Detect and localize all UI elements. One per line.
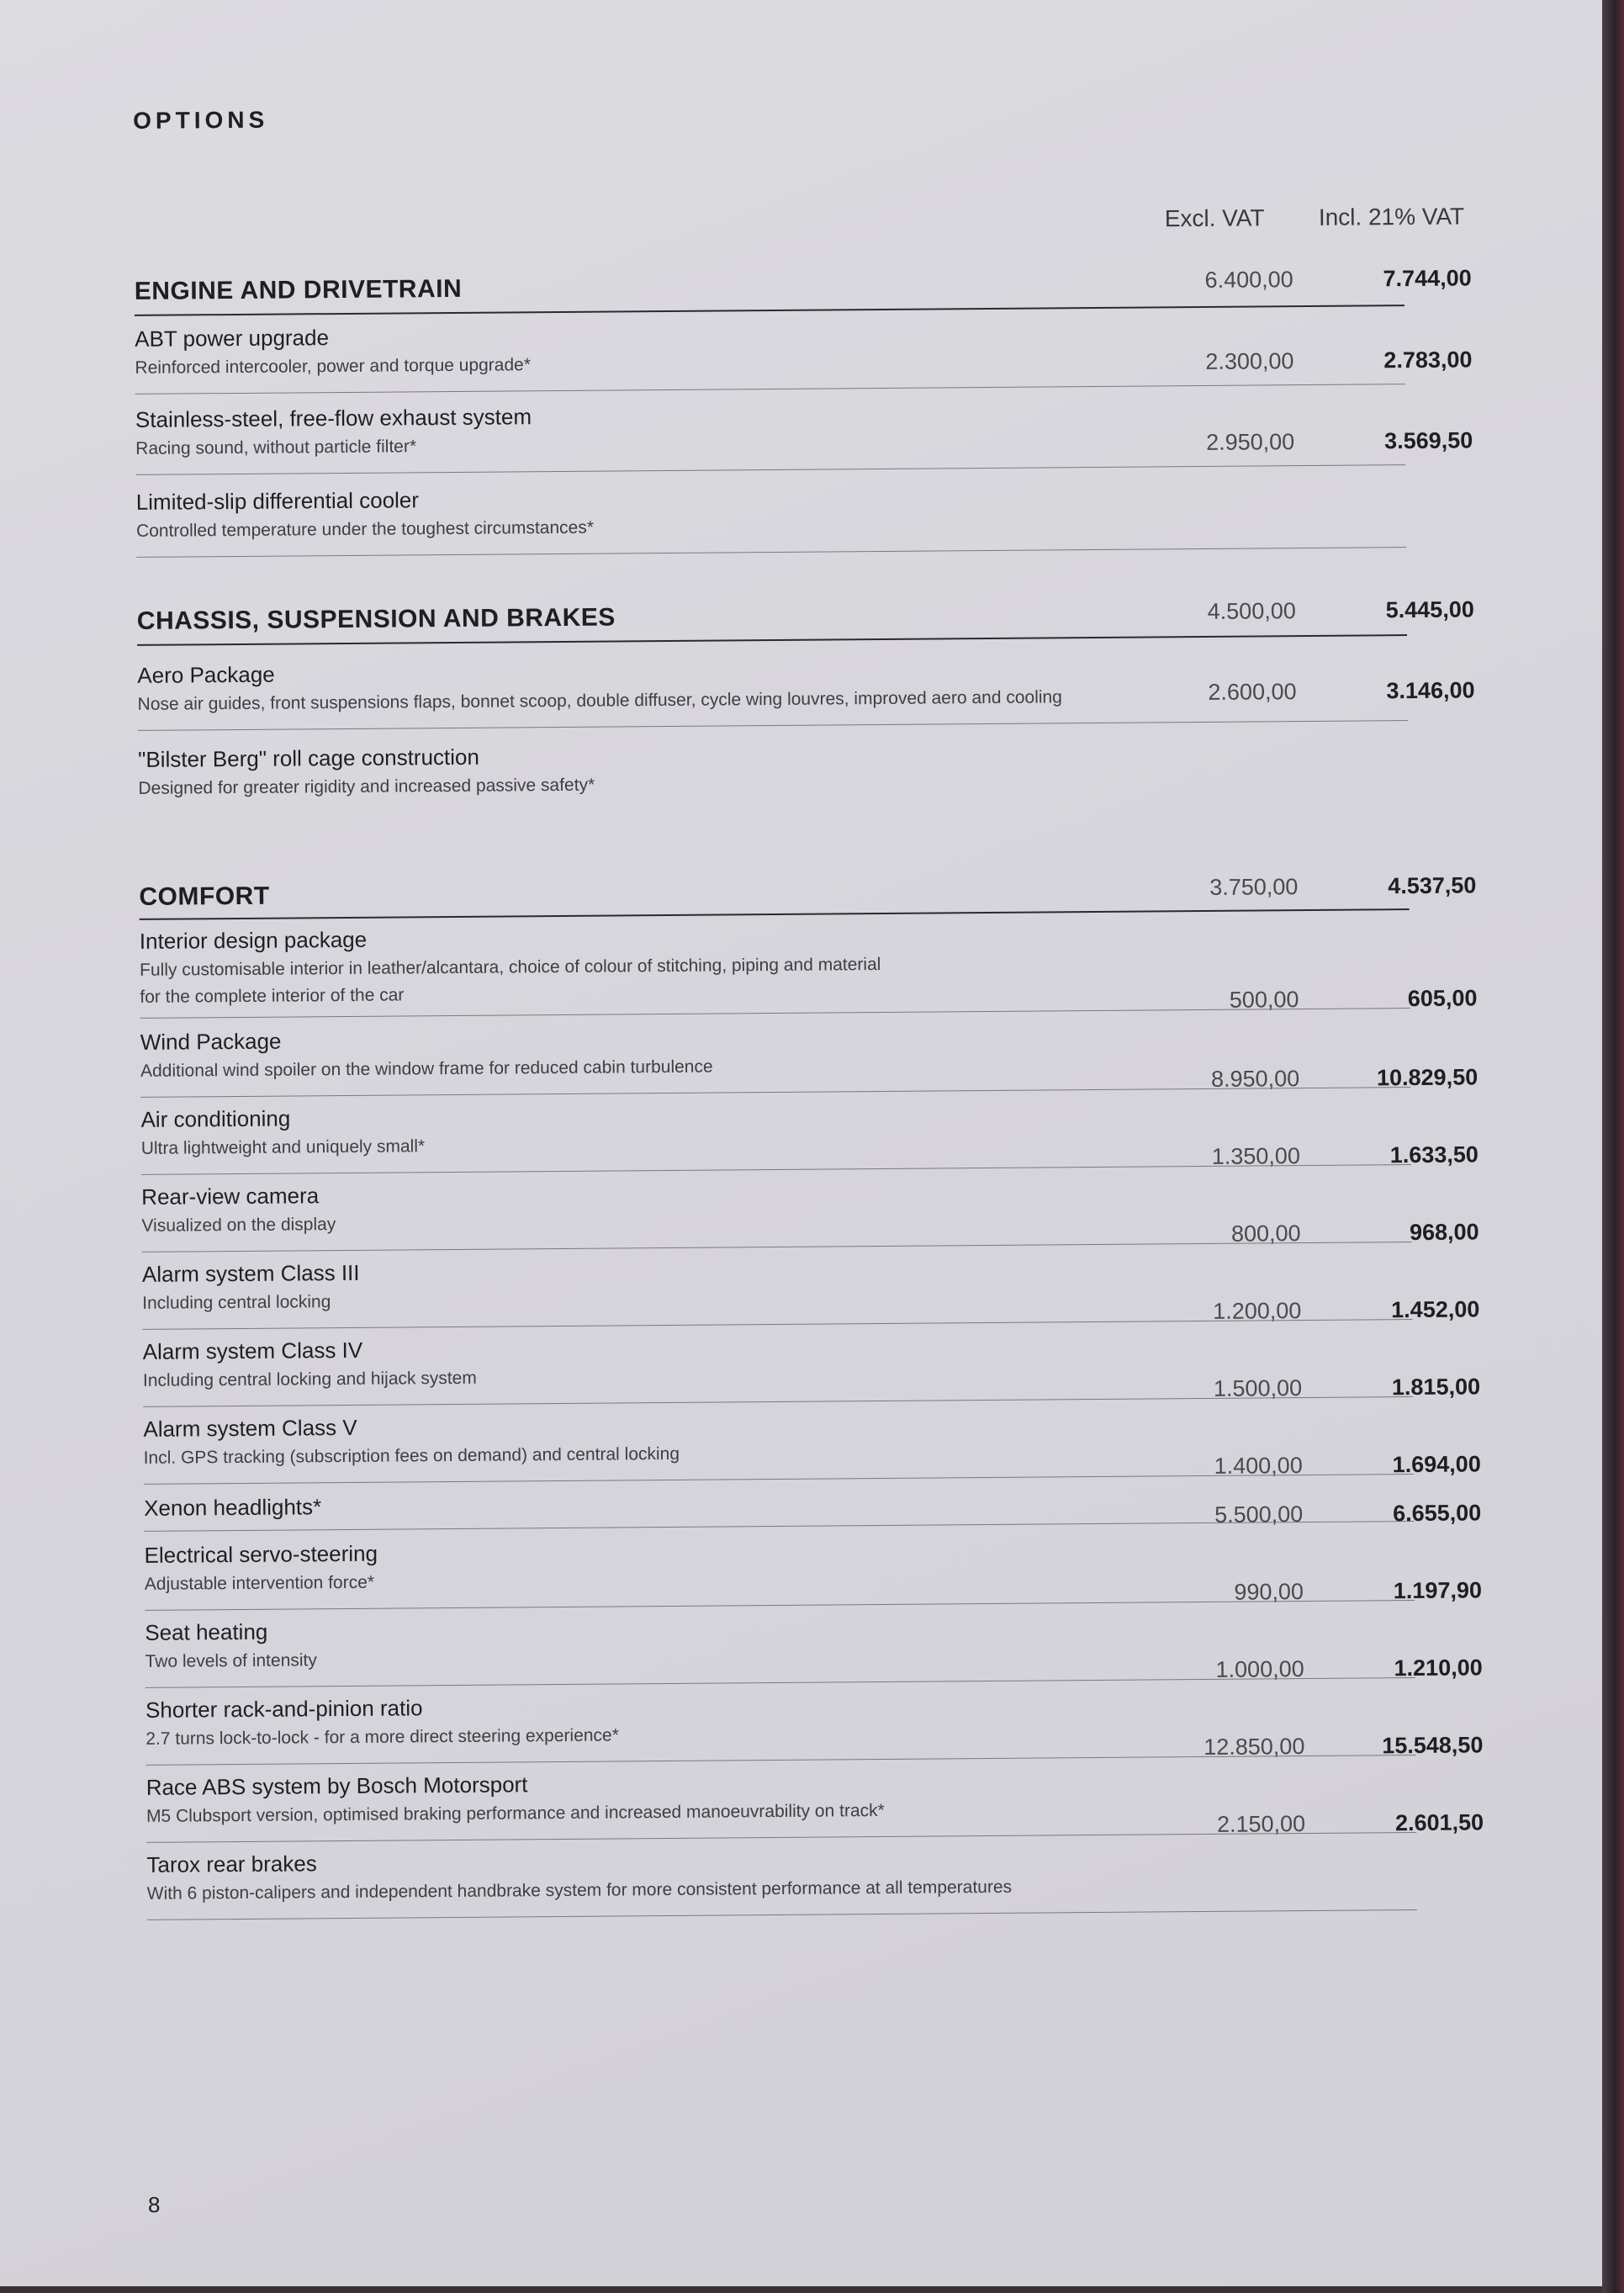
price-incl-vat: 1.197,90 [1393, 1577, 1483, 1604]
option-name: Rear-view camera [141, 1183, 320, 1210]
price-excl-vat: 1.200,00 [1213, 1298, 1302, 1324]
row-divider [147, 1909, 1417, 1920]
section-comfort [139, 872, 1484, 1904]
price-incl-vat: 1.452,00 [1391, 1296, 1480, 1323]
section-title: ENGINE AND DRIVETRAIN [134, 274, 463, 305]
price-excl-vat: 1.500,00 [1213, 1375, 1303, 1401]
binding-edge [1602, 0, 1624, 2293]
price-excl-vat: 12.850,00 [1203, 1734, 1305, 1760]
option-row [144, 1485, 1482, 1528]
option-description: Two levels of intensity [145, 1650, 317, 1671]
price-incl-vat: 1.633,50 [1389, 1141, 1479, 1168]
row-divider [138, 720, 1408, 731]
option-description: Incl. GPS tracking (subscription fees on demand) and central locking [143, 1443, 680, 1468]
option-row [140, 1019, 1479, 1092]
price-incl-vat: 1.210,00 [1394, 1655, 1483, 1681]
price-excl-vat: 2.300,00 [1205, 348, 1294, 374]
option-description: Including central locking [142, 1292, 331, 1313]
price-list [126, 91, 1484, 2204]
price-excl-vat: 6.400,00 [1204, 267, 1293, 293]
option-name: Air conditioning [140, 1105, 291, 1132]
price-excl-vat: 1.350,00 [1211, 1143, 1301, 1169]
price-excl-vat: 2.950,00 [1206, 429, 1295, 455]
option-row [139, 919, 1478, 1013]
section-chassis-suspension-brakes [136, 596, 1475, 798]
price-excl-vat: 2.150,00 [1216, 1811, 1306, 1837]
option-row [140, 1097, 1479, 1169]
price-incl-vat: 2.783,00 [1383, 347, 1473, 373]
option-row [145, 1687, 1484, 1760]
option-row [143, 1406, 1481, 1479]
price-incl-vat: 968,00 [1409, 1219, 1479, 1246]
option-description: Racing sound, without particle filter* [135, 437, 417, 458]
section-title: CHASSIS, SUSPENSION AND BRAKES [136, 603, 616, 635]
price-excl-vat: 800,00 [1230, 1221, 1301, 1247]
option-description: Reinforced intercooler, power and torque upgrade* [135, 355, 532, 378]
section-title: COMFORT [139, 882, 270, 911]
option-name: Limited-slip differential cooler [135, 487, 420, 515]
option-name: Aero Package [137, 661, 275, 688]
row-divider [135, 384, 1405, 395]
option-name: Alarm system Class V [143, 1414, 357, 1442]
option-row [137, 653, 1475, 714]
option-name: Interior design package [139, 926, 368, 954]
price-incl-vat: 5.445,00 [1385, 596, 1474, 623]
option-name: Seat heating [145, 1618, 268, 1645]
price-incl-vat: 15.548,50 [1382, 1732, 1484, 1759]
price-excl-vat: 8.950,00 [1210, 1066, 1300, 1092]
option-description: Fully customisable interior in leather/alcantara, choice of colour of stitching, piping and material [140, 954, 881, 980]
option-name: Tarox rear brakes [146, 1851, 317, 1877]
option-description: Controlled temperature under the toughest circumstances* [135, 517, 595, 541]
option-name: Electrical servo-steering [144, 1540, 378, 1568]
option-row [138, 737, 1408, 798]
option-name: Alarm system Class III [141, 1259, 360, 1287]
price-incl-vat: 3.569,50 [1383, 427, 1473, 454]
price-excl-vat: 3.750,00 [1209, 874, 1299, 900]
price-excl-vat: 500,00 [1229, 987, 1299, 1013]
option-name: "Bilster Berg" roll cage construction [138, 744, 480, 772]
price-excl-vat: 4.500,00 [1207, 598, 1296, 624]
option-row [146, 1842, 1416, 1904]
option-description: Designed for greater rigidity and increased passive safety* [138, 775, 595, 798]
row-divider [135, 464, 1405, 475]
row-divider [136, 547, 1406, 558]
option-name: Xenon headlights* [144, 1494, 322, 1521]
section-rule [137, 634, 1407, 646]
option-description: Ultra lightweight and uniquely small* [140, 1136, 426, 1158]
price-excl-vat: 5.500,00 [1214, 1501, 1304, 1528]
option-row [142, 1329, 1481, 1401]
section-rule [140, 908, 1410, 920]
option-description: 2.7 turns lock-to-lock - for a more direct steering experience* [145, 1725, 619, 1749]
option-row [135, 397, 1473, 458]
option-description: M5 Clubsport version, optimised braking performance and increased manoeuvrability on track* [145, 1800, 885, 1826]
option-name: Shorter rack-and-pinion ratio [145, 1695, 423, 1723]
option-row [144, 1533, 1483, 1605]
option-row [141, 1174, 1479, 1247]
price-incl-vat: 3.146,00 [1386, 677, 1475, 704]
column-header-excl-vat: Excl. VAT [1164, 204, 1265, 232]
page-number: 8 [148, 2192, 161, 2217]
option-row [135, 316, 1473, 378]
option-name: Stainless-steel, free-flow exhaust system [135, 404, 532, 432]
option-description: Including central locking and hijack system [142, 1368, 477, 1390]
option-row [141, 1252, 1480, 1324]
price-incl-vat: 2.601,50 [1394, 1809, 1484, 1836]
option-description: Additional wind spoiler on the window frame for reduced cabin turbulence [140, 1056, 713, 1081]
price-incl-vat: 1.694,00 [1392, 1451, 1481, 1478]
option-name: Alarm system Class IV [142, 1337, 363, 1364]
option-description: Visualized on the display [141, 1215, 336, 1236]
price-incl-vat: 4.537,50 [1388, 872, 1477, 899]
price-excl-vat: 2.600,00 [1208, 679, 1297, 705]
price-incl-vat: 7.744,00 [1383, 265, 1472, 292]
price-incl-vat: 10.829,50 [1376, 1064, 1479, 1091]
option-row [145, 1610, 1483, 1682]
price-incl-vat: 6.655,00 [1393, 1500, 1482, 1527]
option-description: With 6 piston-calipers and independent handbrake system for more consistent performance at all temperatures [146, 1877, 1013, 1904]
page-title: OPTIONS [133, 106, 269, 134]
price-incl-vat: 605,00 [1407, 985, 1478, 1012]
option-description-continued: for the complete interior of the car [140, 985, 405, 1007]
price-incl-vat: 1.815,00 [1391, 1374, 1481, 1401]
price-excl-vat: 990,00 [1234, 1579, 1304, 1605]
option-description: Adjustable intervention force* [144, 1572, 375, 1594]
column-header-incl-vat: Incl. 21% VAT [1318, 203, 1465, 230]
section-rule [135, 304, 1404, 316]
section-engine-drivetrain [134, 265, 1473, 541]
price-excl-vat: 1.000,00 [1215, 1656, 1304, 1682]
option-name: Race ABS system by Bosch Motorsport [145, 1771, 528, 1800]
option-name: ABT power upgrade [135, 325, 330, 352]
option-name: Wind Package [140, 1028, 282, 1055]
option-row [145, 1765, 1484, 1837]
option-row [135, 479, 1406, 541]
price-excl-vat: 1.400,00 [1214, 1453, 1303, 1479]
option-description: Nose air guides, front suspensions flaps, bonnet scoop, double diffuser, cycle wing louvres, improved aero and cooling [137, 687, 1062, 714]
